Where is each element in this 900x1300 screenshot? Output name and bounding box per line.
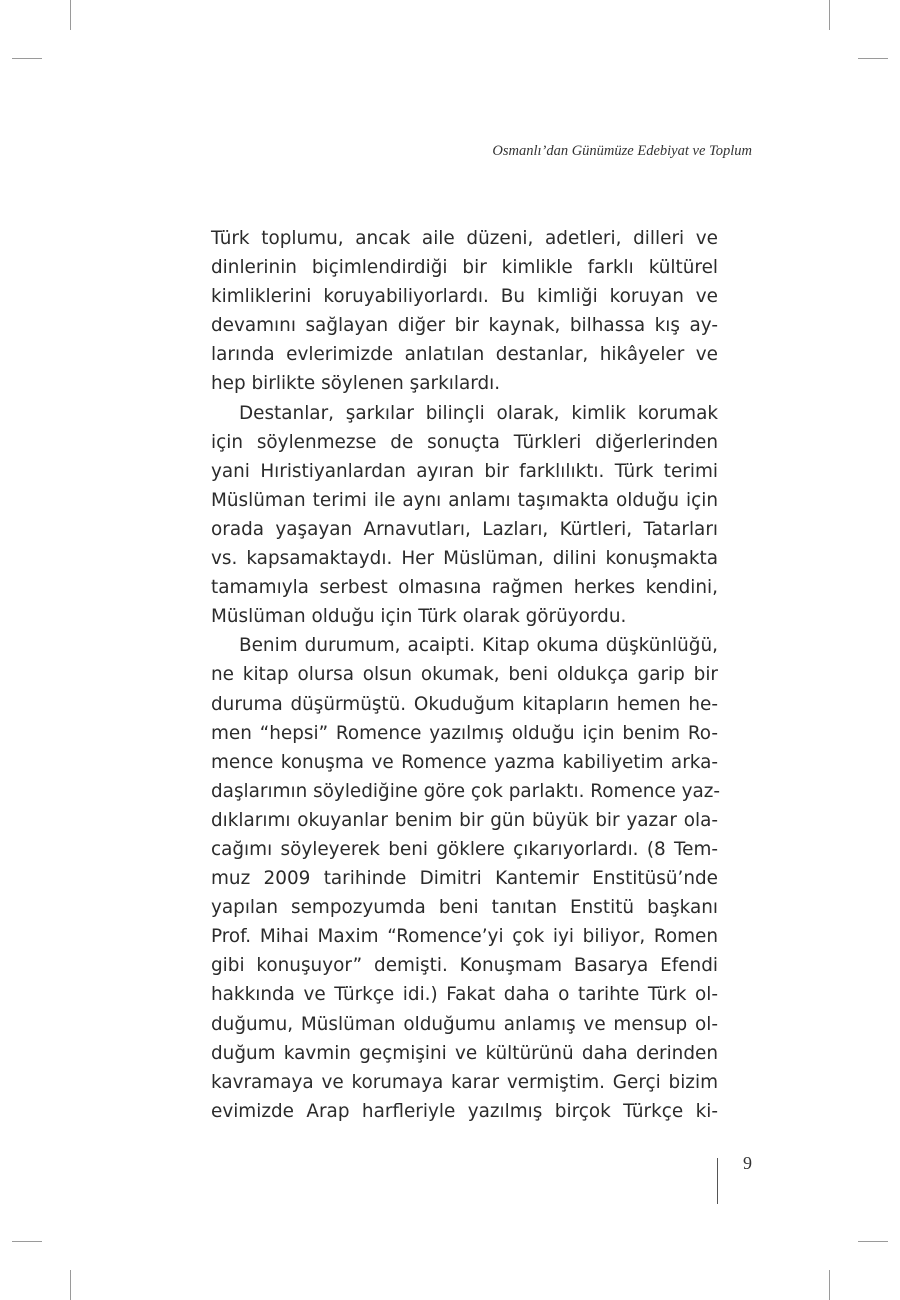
crop-mark-top-right (858, 58, 888, 59)
text-line: yapılan sempozyumda beni tanıtan Enstitü başkanı (211, 897, 718, 919)
body-text (211, 224, 721, 1126)
text-line: mence konuşma ve Romence yazma kabiliyetim arka- (211, 751, 718, 773)
text-line: dıklarımı okuyanlar benim bir gün büyük bir yazar ola- (211, 809, 718, 831)
running-head: Osmanlı’dan Günümüze Edebiyat ve Toplum (492, 143, 752, 159)
page-number: 9 (743, 1153, 752, 1173)
text-line: hep birlikte söylenen şarkılardı. (211, 373, 501, 395)
crop-mark-top-left (70, 0, 71, 30)
text-line: orada yaşayan Arnavutları, Lazları, Kürtleri, Tatarları (211, 518, 718, 540)
paragraph (211, 631, 721, 1126)
text-line: kavramaya ve korumaya karar vermiştim. Gerçi bizim (211, 1071, 718, 1093)
text-line: duruma düşürmüştü. Okuduğum kitapların hemen he- (211, 693, 718, 715)
text-line: dinlerinin biçimlendirdiği bir kimlikle farklı kültürel (211, 257, 718, 279)
text-line: Prof. Mihai Maxim “Romence’yi çok iyi biliyor, Romen (211, 926, 718, 948)
text-line: vs. kapsamaktaydı. Her Müslüman, dilini konuşmakta (211, 548, 718, 570)
paragraph (211, 399, 718, 632)
crop-mark-bottom-right (829, 1270, 830, 1300)
text-line: Müslüman olduğu için Türk olarak görüyordu. (211, 606, 627, 628)
text-line: tamamıyla serbest olmasına rağmen herkes kendini, (211, 577, 718, 599)
text-line: daşlarımın söylediğine göre çok parlaktı. Romence yaz- (211, 780, 721, 802)
crop-mark-bottom-left (70, 1270, 71, 1300)
text-line: duğumu, Müslüman olduğumu anlamış ve mensup ol- (211, 1013, 718, 1035)
folio-rule (717, 1158, 718, 1204)
text-line: için söylenmezse de sonuçta Türkleri diğerlerinden (211, 431, 718, 453)
text-line: duğum kavmin geçmişini ve kültürünü daha derinden (211, 1042, 718, 1064)
text-line: cağımı söyleyerek beni göklere çıkarıyorlardı. (8 Tem- (211, 838, 718, 860)
crop-mark-bottom-left (12, 1241, 42, 1242)
text-line: larında evlerimizde anlatılan destanlar, hikâyeler ve (211, 344, 718, 366)
text-line: muz 2009 tarihinde Dimitri Kantemir Enstitüsü’nde (211, 868, 718, 890)
paragraph (211, 224, 718, 399)
text-line: kimliklerini koruyabiliyorlardı. Bu kimliği koruyan ve (211, 286, 718, 308)
crop-mark-top-right (829, 0, 830, 30)
crop-mark-bottom-right (858, 1241, 888, 1242)
text-line: hakkında ve Türkçe idi.) Fakat daha o tarihte Türk ol- (211, 984, 718, 1006)
text-line: ne kitap olursa olsun okumak, beni oldukça garip bir (211, 664, 718, 686)
text-line: devamını sağlayan diğer bir kaynak, bilhassa kış ay- (211, 315, 718, 337)
text-line: men “hepsi” Romence yazılmış olduğu için benim Ro- (211, 722, 718, 744)
text-line: Müslüman terimi ile aynı anlamı taşımakta olduğu için (211, 489, 718, 511)
text-line: yani Hıristiyanlardan ayıran bir farklılıktı. Türk terimi (211, 460, 718, 482)
crop-mark-top-left (12, 58, 42, 59)
text-line: Benim durumum, acaipti. Kitap okuma düşkünlüğü, (239, 635, 718, 657)
text-line: evimizde Arap harfleriyle yazılmış birçok Türkçe ki- (211, 1100, 718, 1122)
text-line: gibi konuşuyor” demişti. Konuşmam Basarya Efendi (211, 955, 718, 977)
text-line: Destanlar, şarkılar bilinçli olarak, kimlik korumak (239, 402, 718, 424)
text-line: Türk toplumu, ancak aile düzeni, adetleri, dilleri ve (211, 228, 718, 249)
